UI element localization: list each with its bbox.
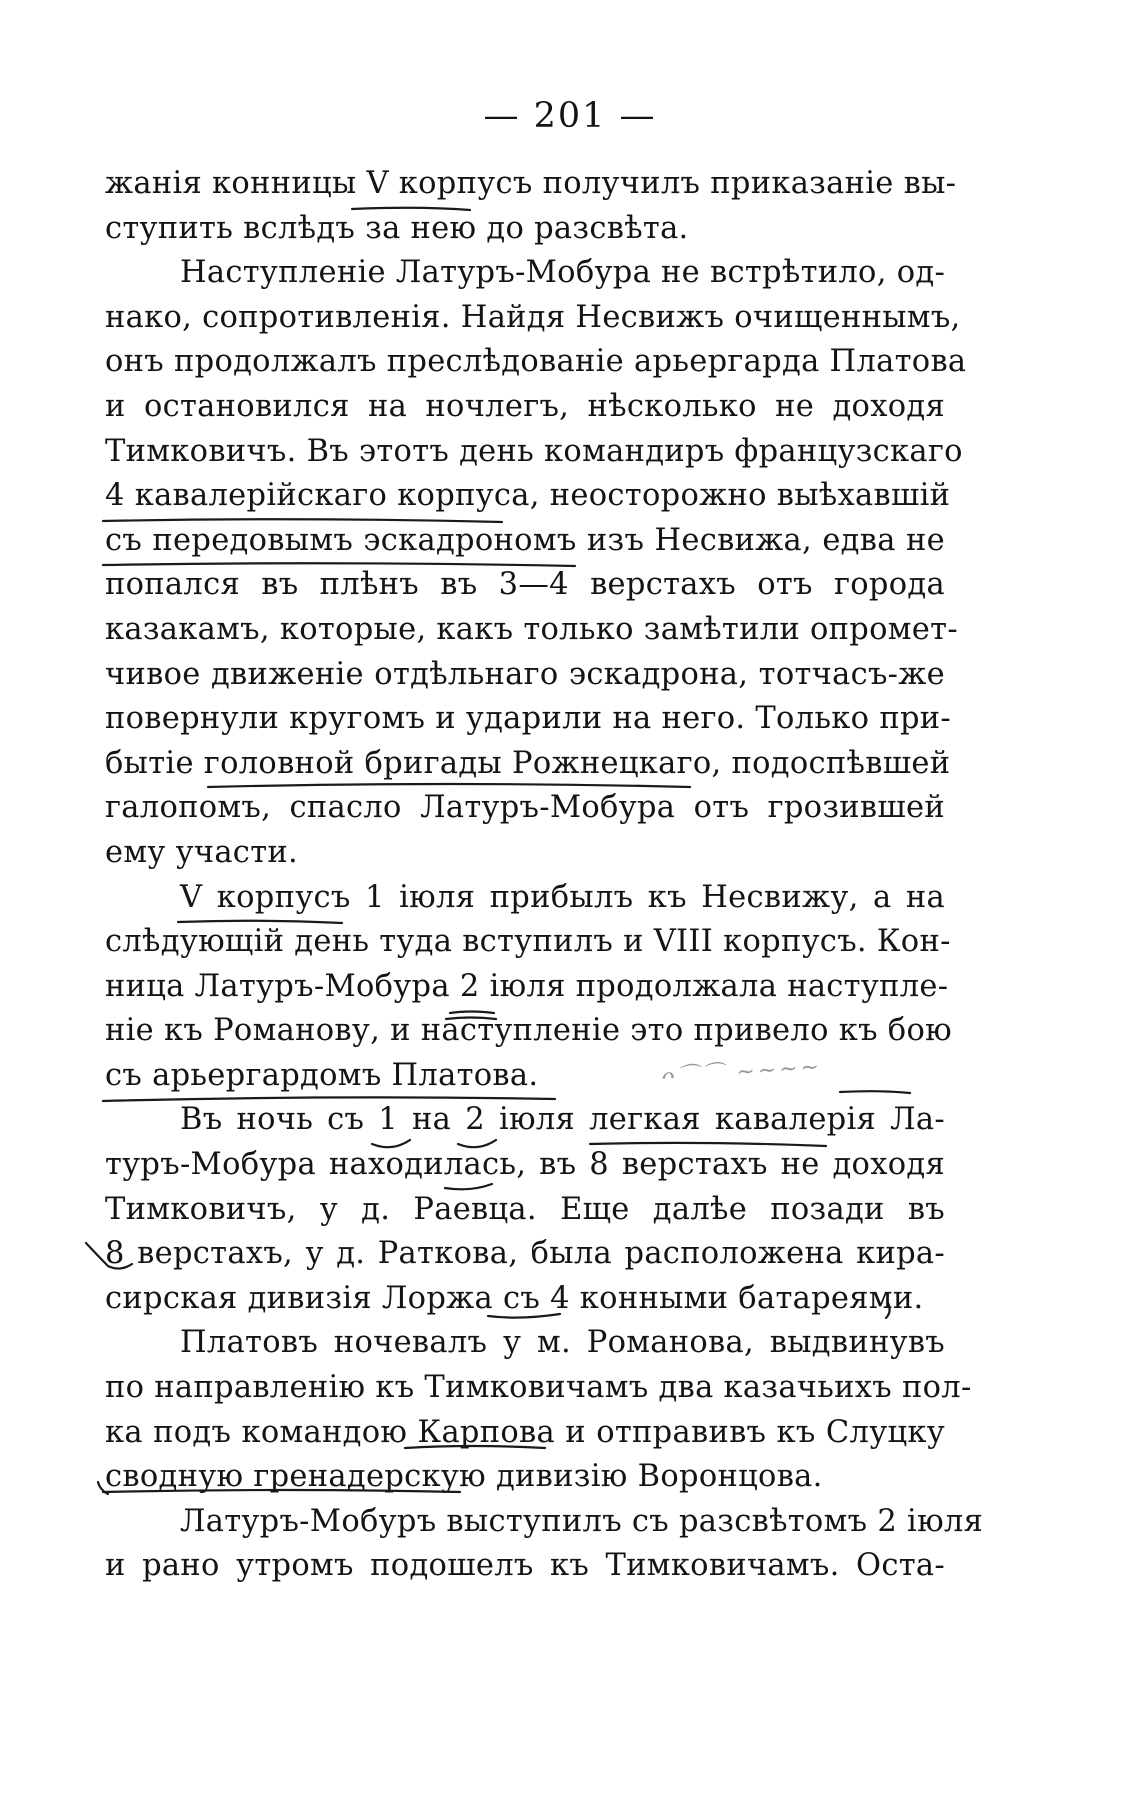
text-line: сирская дивизія Лоржа съ 4 конными батареями. xyxy=(105,1280,924,1316)
text-line: 4 кавалерійскаго корпуса, неосторожно выѣхавшій xyxy=(105,478,951,514)
text-line: бытіе головной бригады Рожнецкаго, подоспѣвшей xyxy=(105,745,951,781)
text-line: V корпусъ 1 іюля прибылъ къ Несвижу, а на xyxy=(180,879,945,915)
text-line: чивое движеніе отдѣльнаго эскадрона, тотчасъ-же xyxy=(105,656,945,692)
pencil-margin-scribble: ᴖ⌒⌒ ∼∼∼∼ xyxy=(659,1054,823,1091)
text-line: туръ-Мобура находилась, въ 8 верстахъ не доходя xyxy=(105,1147,945,1183)
text-line: Наступленіе Латуръ-Мобура не встрѣтило, од- xyxy=(180,255,946,291)
text-line: онъ продолжалъ преслѣдованіе арьергарда Платова xyxy=(105,344,967,380)
text-line: ніе къ Романову, и наступленіе это привело къ бою xyxy=(105,1013,952,1049)
text-line: сводную гренадерскую дивизію Воронцова. xyxy=(105,1459,823,1495)
text-line: съ передовымъ эскадрономъ изъ Несвижа, едва не xyxy=(105,522,945,558)
body-text xyxy=(105,162,984,1589)
text-line: ка подъ командою Карпова и отправивъ къ Слуцку xyxy=(105,1414,945,1450)
text-line: Латуръ-Мобуръ выступилъ съ разсвѣтомъ 2 іюля xyxy=(180,1503,984,1539)
text-line: съ арьергардомъ Платова. xyxy=(105,1057,539,1093)
text-line: галопомъ, спасло Латуръ-Мобура отъ грозившей xyxy=(105,790,945,826)
text-line: слѣдующій день туда вступилъ и VIII корпусъ. Кон- xyxy=(105,924,951,960)
text-line: по направленію къ Тимковичамъ два казачьихъ пол- xyxy=(105,1370,972,1406)
text-line: ница Латуръ-Мобура 2 іюля продолжала наступле- xyxy=(105,968,949,1004)
text-line: казакамъ, которые, какъ только замѣтили опромет- xyxy=(105,611,958,647)
text-line: ступить вслѣдъ за нею до разсвѣта. xyxy=(105,210,689,246)
text-line: и остановился на ночлегъ, нѣсколько не доходя xyxy=(105,388,945,424)
text-line: нако, сопротивленія. Найдя Несвижъ очищеннымъ, xyxy=(105,299,961,335)
text-line: 8 верстахъ, у д. Раткова, была расположена кира- xyxy=(105,1236,945,1272)
text-line: и рано утромъ подошелъ къ Тимковичамъ. Оста- xyxy=(105,1548,945,1584)
text-line: жанія конницы V корпусъ получилъ приказаніе вы- xyxy=(105,166,957,201)
text-line: попался въ плѣнъ въ 3—4 верстахъ отъ города xyxy=(105,567,945,603)
text-line: Въ ночь съ 1 на 2 іюля легкая кавалерія Ла- xyxy=(180,1102,945,1138)
text-line: Платовъ ночевалъ у м. Романова, выдвинувъ xyxy=(180,1325,945,1361)
text-line: Тимковичъ. Въ этотъ день командиръ французскаго xyxy=(105,433,963,469)
text-line: Тимковичъ, у д. Раевца. Еще далѣе позади въ xyxy=(105,1191,945,1227)
text-line: повернули кругомъ и ударили на него. Только при- xyxy=(105,701,952,737)
text-line: ему участи. xyxy=(105,834,298,870)
page-number: — 201 — xyxy=(483,96,657,136)
